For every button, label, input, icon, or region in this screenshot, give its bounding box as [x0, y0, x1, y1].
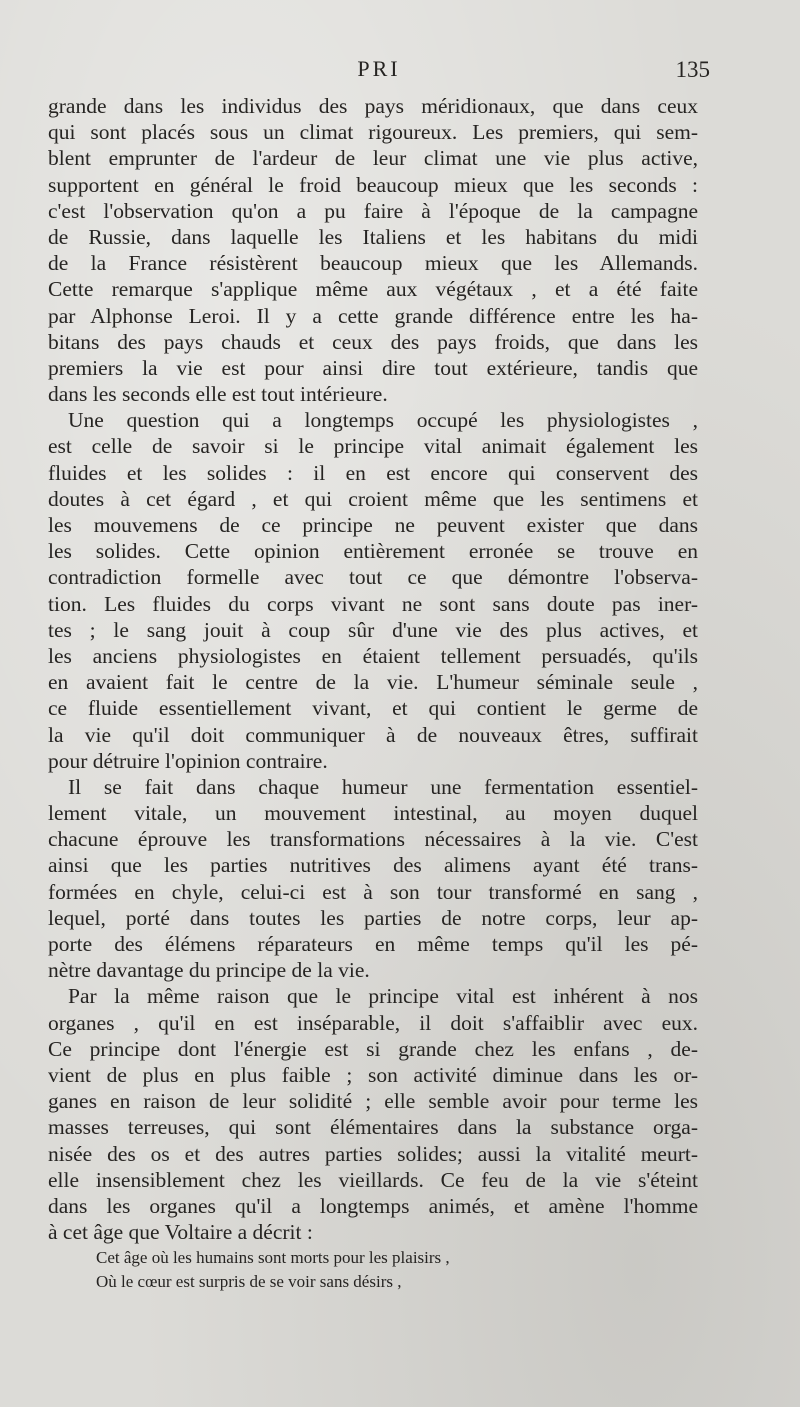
running-head: PRI: [357, 56, 401, 81]
page-number: 135: [675, 57, 710, 82]
text-line: chacune éprouve les transformations nécessaires à la vie. C'est: [48, 827, 698, 852]
text-line: est celle de savoir si le principe vital animait également les: [48, 434, 698, 459]
text-line: la vie qu'il doit communiquer à de nouveaux êtres, suffirait: [48, 722, 698, 747]
text-line: de la France résistèrent beaucoup mieux que les Allemands.: [48, 251, 698, 276]
text-line: Il se fait dans chaque humeur une fermentation essentiel-: [68, 774, 698, 799]
text-line: tes ; le sang jouit à coup sûr d'une vie des plus actives, et: [48, 617, 698, 642]
text-line: nètre davantage du principe de la vie.: [48, 958, 370, 983]
paragraph: [48, 407, 698, 774]
text-line: organes , qu'il en est inséparable, il doit s'affaiblir avec eux.: [48, 1010, 698, 1035]
paragraph: [48, 983, 698, 1245]
paragraph: [48, 93, 698, 407]
text-line: tion. Les fluides du corps vivant ne sont sans doute pas iner-: [48, 591, 698, 616]
text-line: de Russie, dans laquelle les Italiens et les habitans du midi: [48, 224, 698, 249]
text-line: lement vitale, un mouvement intestinal, au moyen duquel: [48, 801, 698, 826]
verse-line: Où le cœur est surpris de se voir sans désirs ,: [96, 1272, 402, 1291]
text-line: à cet âge que Voltaire a décrit :: [48, 1220, 313, 1245]
text-line: les anciens physiologistes en étaient tellement persuadés, qu'ils: [48, 643, 698, 668]
text-line: nisée des os et des autres parties solides; aussi la vitalité meurt-: [48, 1141, 698, 1166]
body-text: [48, 93, 698, 1245]
text-line: grande dans les individus des pays méridionaux, que dans ceux: [48, 94, 698, 118]
verse-line: Cet âge où les humains sont morts pour les plaisirs ,: [96, 1248, 450, 1267]
text-line: les solides. Cette opinion entièrement erronée se trouve en: [48, 539, 698, 564]
text-line: ganes en raison de leur solidité ; elle semble avoir pour terme les: [48, 1089, 698, 1114]
text-line: dans les seconds elle est tout intérieure.: [48, 382, 388, 407]
text-line: doutes à cet égard , et qui croient même que les sentimens et: [48, 486, 698, 511]
text-line: en avaient fait le centre de la vie. L'humeur séminale seule ,: [48, 670, 698, 695]
text-line: ce fluide essentiellement vivant, et qui contient le germe de: [48, 696, 698, 721]
text-line: Une question qui a longtemps occupé les physiologistes ,: [68, 408, 698, 433]
paragraph: [48, 774, 698, 984]
text-line: les mouvemens de ce principe ne peuvent exister que dans: [48, 513, 698, 537]
text-line: fluides et les solides : il en est encore qui conservent des: [48, 460, 698, 485]
text-line: Ce principe dont l'énergie est si grande chez les enfans , de-: [48, 1036, 698, 1061]
text-line: lequel, porté dans toutes les parties de notre corps, leur ap-: [48, 905, 698, 930]
text-line: dans les organes qu'il a longtemps animés, et amène l'homme: [48, 1193, 698, 1218]
text-line: bitans des pays chauds et ceux des pays froids, que dans les: [48, 329, 698, 354]
text-line: premiers la vie est pour ainsi dire tout extérieure, tandis que: [48, 355, 698, 380]
text-line: qui sont placés sous un climat rigoureux. Les premiers, qui sem-: [48, 120, 698, 145]
page-header: [48, 56, 710, 92]
text-line: formées en chyle, celui-ci est à son tour transformé en sang ,: [48, 879, 698, 904]
text-line: masses terreuses, qui sont élémentaires dans la substance orga-: [48, 1115, 698, 1140]
text-line: elle insensiblement chez les vieillards. Ce feu de la vie s'éteint: [48, 1167, 698, 1192]
text-line: Cette remarque s'applique même aux végétaux , et a été faite: [48, 277, 698, 302]
text-line: c'est l'observation qu'on a pu faire à l'époque de la campagne: [48, 198, 698, 223]
text-line: par Alphonse Leroi. Il y a cette grande différence entre les ha-: [48, 303, 698, 328]
text-line: blent emprunter de l'ardeur de leur climat une vie plus active,: [48, 146, 698, 171]
text-line: vient de plus en plus faible ; son activité diminue dans les or-: [48, 1062, 698, 1087]
text-line: ainsi que les parties nutritives des alimens ayant été trans-: [48, 853, 698, 878]
text-line: porte des élémens réparateurs en même temps qu'il les pé-: [48, 932, 698, 956]
text-line: supportent en général le froid beaucoup mieux que les seconds :: [48, 172, 698, 197]
text-line: pour détruire l'opinion contraire.: [48, 748, 328, 773]
text-line: contradiction formelle avec tout ce que démontre l'observa-: [48, 565, 698, 590]
verse-quotation: [96, 1246, 450, 1294]
text-line: Par la même raison que le principe vital est inhérent à nos: [68, 984, 698, 1009]
